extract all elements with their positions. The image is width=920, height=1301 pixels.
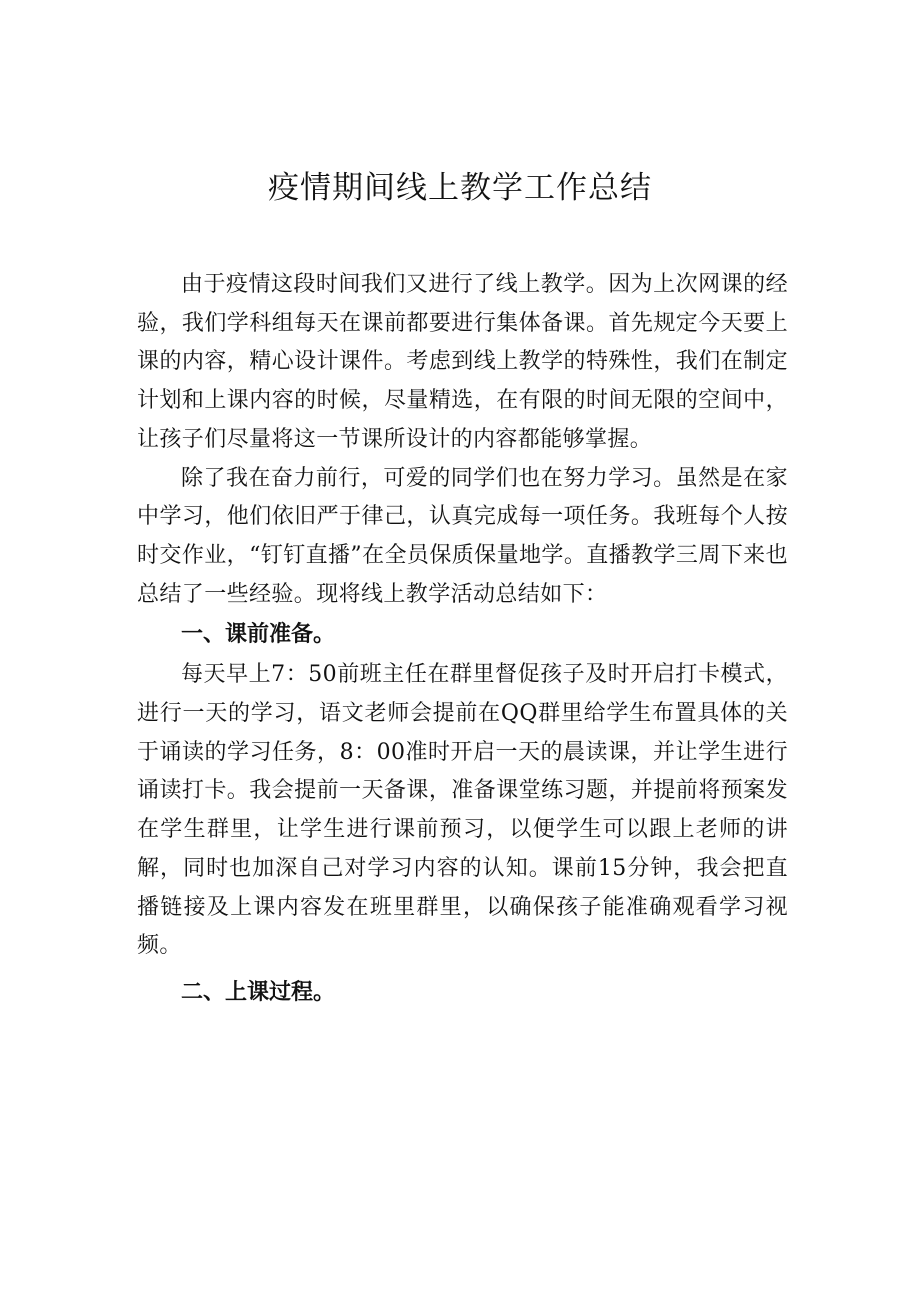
document-title: 疫情期间线上教学工作总结 (268, 170, 652, 206)
preparation-paragraph: 每天早上7：50前班主任在群里督促孩子及时开启打卡模式，进行一天的学习，语文老师会提前在QQ群里给学生布置具体的关于诵读的学习任务，8：00准时开启一天的晨读课，并让学生进行诵读打卡。我会提前一天备课，准备课堂练习题，并提前将预案发在学生群里，让学生进行课前预习，以便学生可以跟上老师的讲解，同时也加深自己对学习内容的认知。课前15分钟，我会把直播链接及上课内容发在班里群里，以确保孩子能准确观看学习视频。 (137, 662, 788, 959)
section-heading-preparation: 一、课前准备。 (181, 622, 336, 648)
students-paragraph: 除了我在奋力前行，可爱的同学们也在努力学习。虽然是在家中学习，他们依旧严于律己，认真完成每一项任务。我班每个人按时交作业，“钉钉直播”在全员保质保量地学。直播教学三周下来也总结了一些经验。现将线上教学活动总结如下： (137, 465, 788, 607)
section-heading-class-process: 二、上课过程。 (181, 979, 336, 1005)
intro-paragraph: 由于疫情这段时间我们又进行了线上教学。因为上次网课的经验，我们学科组每天在课前都要进行集体备课。首先规定今天要上课的内容，精心设计课件。考虑到线上教学的特殊性，我们在制定计划和上课内容的时候，尽量精选，在有限的时间无限的空间中，让孩子们尽量将这一节课所设计的内容都能够掌握。 (137, 272, 788, 452)
document-body (137, 266, 788, 1014)
